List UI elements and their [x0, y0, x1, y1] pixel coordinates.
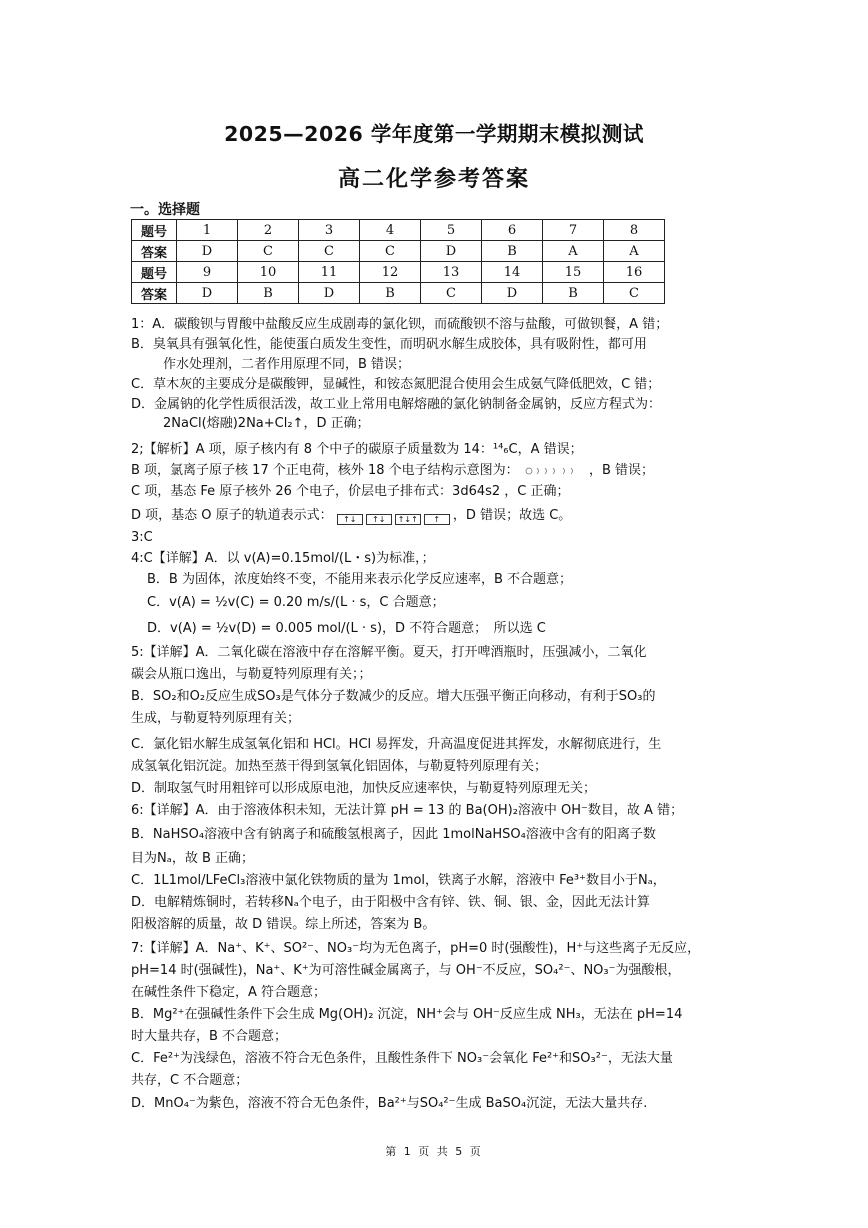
text-line: B．NaHSO₄溶液中含有钠离子和硫酸氢根离子，因此 1molNaHSO₄溶液中含有的阳离子数 — [131, 827, 656, 842]
header-cell: 答案 — [132, 283, 177, 304]
question-number-cell: 4 — [360, 220, 421, 241]
text-line: 3:C — [131, 530, 153, 545]
question-number-cell: 8 — [604, 220, 665, 241]
text-line: C．氯化铝水解生成氢氧化铝和 HCl。HCl 易挥发，升高温度促进其挥发，水解彻底进行，生 — [131, 737, 662, 752]
question-number-cell: 13 — [421, 262, 482, 283]
text-line: 成氢氧化铝沉淀。加热至蒸干得到氢氧化铝固体，与勒夏特列原理有关； — [131, 759, 548, 774]
text-line: D．制取氢气时用粗锌可以形成原电池，加快反应速率快，与勒夏特列原理无关； — [131, 781, 597, 796]
table-row — [132, 241, 665, 262]
text-segment: D 项，基态 O 原子的轨道表示式： — [131, 508, 333, 523]
text-segment: ，B 错误； — [588, 463, 655, 478]
text-line: D．v(A) = ½v(D) = 0.005 mol/(L · s)，D 不符合题意； 所以选 C — [147, 621, 546, 636]
answer-cell: C — [238, 241, 299, 262]
text-line: 5:【详解】A．二氧化碳在溶液中存在溶解平衡。夏天，打开啤酒瓶时，压强减小，二氧化 — [131, 645, 647, 660]
text-line: 时大量共存，B 不合题意； — [131, 1029, 288, 1044]
table-row — [132, 262, 665, 283]
answer-cell: C — [421, 283, 482, 304]
text-line: 6:【详解】A．由于溶液体积未知，无法计算 pH = 13 的 Ba(OH)₂溶液中 OH⁻数目，故 A 错； — [131, 803, 684, 818]
question-number-cell: 15 — [543, 262, 604, 283]
orbital-box-icon: ↑↓↑ — [395, 514, 421, 525]
text-line: 4:C【详解】A．以 v(A)=0.15mol/(L・s)为标准，； — [131, 551, 435, 566]
text-line: 共存，C 不合题意； — [131, 1073, 249, 1088]
page-footer: 第 1 页 共 5 页 — [385, 1145, 483, 1158]
answer-cell: C — [360, 241, 421, 262]
question-number-cell: 16 — [604, 262, 665, 283]
text-line: D．MnO₄⁻为紫色，溶液不符合无色条件，Ba²⁺与SO₄²⁻生成 BaSO₄沉淀，无法大量共存. — [131, 1096, 648, 1111]
text-line: C．Fe²⁺为浅绿色，溶液不符合无色条件，且酸性条件下 NO₃⁻会氧化 Fe²⁺和SO₃²⁻，无法大量 — [131, 1051, 673, 1066]
answer-cell: D — [299, 283, 360, 304]
text-line: pH=14 时(强碱性)，Na⁺、K⁺为可溶性碱金属离子，与 OH⁻不反应，SO₄²⁻、NO₃⁻为强酸根， — [131, 963, 681, 978]
answer-cell: C — [604, 283, 665, 304]
answer-cell: B — [482, 241, 543, 262]
orbital-box-icon: ↑↓ — [366, 514, 392, 525]
question-number-cell: 14 — [482, 262, 543, 283]
text-line: 目为Nₐ，故 B 正确； — [131, 851, 254, 866]
text-line: 2NaCl(熔融)2Na+Cl₂↑，D 正确； — [163, 416, 370, 431]
answer-cell: D — [177, 283, 238, 304]
text-line: 1：A．碳酸钡与胃酸中盐酸反应生成剧毒的氯化钡，而硫酸钡不溶与盐酸，可做钡餐，A 错； — [131, 317, 669, 332]
answer-cell: B — [360, 283, 421, 304]
text-line: C．草木灰的主要成分是碳酸钾，显碱性，和铵态氮肥混合使用会生成氨气降低肥效，C 错； — [131, 377, 661, 392]
text-line: D．金属钠的化学性质很活泼，故工业上常用电解熔融的氯化钠制备金属钠，反应方程式为： — [131, 397, 662, 412]
text-line: C．1L1mol/LFeCl₃溶液中氯化铁物质的量为 1mol，铁离子水解，溶液中 Fe³⁺数目小于Nₐ， — [131, 873, 666, 888]
question-number-cell: 2 — [238, 220, 299, 241]
header-cell: 题号 — [132, 220, 177, 241]
orbital-box-icon: ↑ — [424, 514, 450, 525]
table-row — [132, 283, 665, 304]
question-number-cell: 3 — [299, 220, 360, 241]
answer-cell: D — [482, 283, 543, 304]
question-number-cell: 1 — [177, 220, 238, 241]
question-number-cell: 12 — [360, 262, 421, 283]
text-line: 碳会从瓶口逸出，与勒夏特列原理有关；； — [131, 667, 372, 682]
document-subtitle: 高二化学参考答案 — [337, 167, 530, 192]
orbital-box-icon: ↑↓ — [337, 514, 363, 525]
question-number-cell: 9 — [177, 262, 238, 283]
text-line: B．SO₂和O₂反应生成SO₃是气体分子数减少的反应。增大压强平衡正向移动，有利于SO₃的 — [131, 689, 656, 704]
text-line — [131, 462, 654, 480]
answer-cell: B — [543, 283, 604, 304]
question-number-cell: 7 — [543, 220, 604, 241]
header-cell: 题号 — [132, 262, 177, 283]
section-heading: 一。选择题 — [130, 202, 200, 218]
text-line — [131, 507, 571, 525]
text-line: 7:【详解】A．Na⁺、K⁺、SO²⁻、NO₃⁻均为无色离子，pH=0 时(强酸性)，H⁺与这些离子无反应， — [131, 941, 701, 956]
question-number-cell: 11 — [299, 262, 360, 283]
text-line: 生成，与勒夏特列原理有关； — [131, 711, 301, 726]
text-line: B．臭氧具有强氧化性，能使蛋白质发生变性，而明矾水解生成胶体，具有吸附性，都可用 — [131, 337, 647, 352]
text-line: D．电解精炼铜时，若转移Nₐ个电子，由于阳极中含有锌、铁、铜、银、金，因此无法计算 — [131, 895, 650, 910]
header-cell: 答案 — [132, 241, 177, 262]
table-row — [132, 220, 665, 241]
text-line: C．v(A) = ½v(C) = 0.20 m/s/(L · s，C 合题意； — [147, 595, 445, 610]
answer-table — [131, 219, 665, 304]
text-line: 在碱性条件下稳定，A 符合题意； — [131, 985, 327, 1000]
text-line: 2;【解析】A 项，原子核内有 8 个中子的碳原子质量数为 14：¹⁴₆C，A 错误； — [131, 442, 583, 457]
text-line: 阳极溶解的质量，故 D 错误。综上所述，答案为 B。 — [131, 917, 436, 932]
question-number-cell: 10 — [238, 262, 299, 283]
answer-cell: A — [543, 241, 604, 262]
answer-cell: A — [604, 241, 665, 262]
answer-cell: C — [299, 241, 360, 262]
question-number-cell: 6 — [482, 220, 543, 241]
orbital-diagram-icon — [337, 510, 449, 522]
question-number-cell: 5 — [421, 220, 482, 241]
text-segment: ，D 错误；故选 C。 — [452, 508, 572, 523]
document-title: 2025—2026 学年度第一学期期末模拟测试 — [224, 122, 644, 146]
text-line: B．B 为固体，浓度始终不变，不能用来表示化学反应速率，B 不合题意； — [147, 572, 573, 587]
answer-cell: D — [177, 241, 238, 262]
text-line: C 项，基态 Fe 原子核外 26 个电子，价层电子排布式：3d64s2 ，C 正确； — [131, 484, 570, 499]
electron-shell-diagram-icon — [523, 467, 585, 475]
text-line: B．Mg²⁺在强碱性条件下会生成 Mg(OH)₂ 沉淀，NH⁺会与 OH⁻反应生成 NH₃，无法在 pH=14 — [131, 1007, 683, 1022]
text-segment: B 项，氯离子原子核 17 个正电荷，核外 18 个电子结构示意图为： — [131, 463, 519, 478]
answer-cell: D — [421, 241, 482, 262]
answer-cell: B — [238, 283, 299, 304]
text-line: 作水处理剂，二者作用原理不同，B 错误； — [163, 357, 411, 372]
